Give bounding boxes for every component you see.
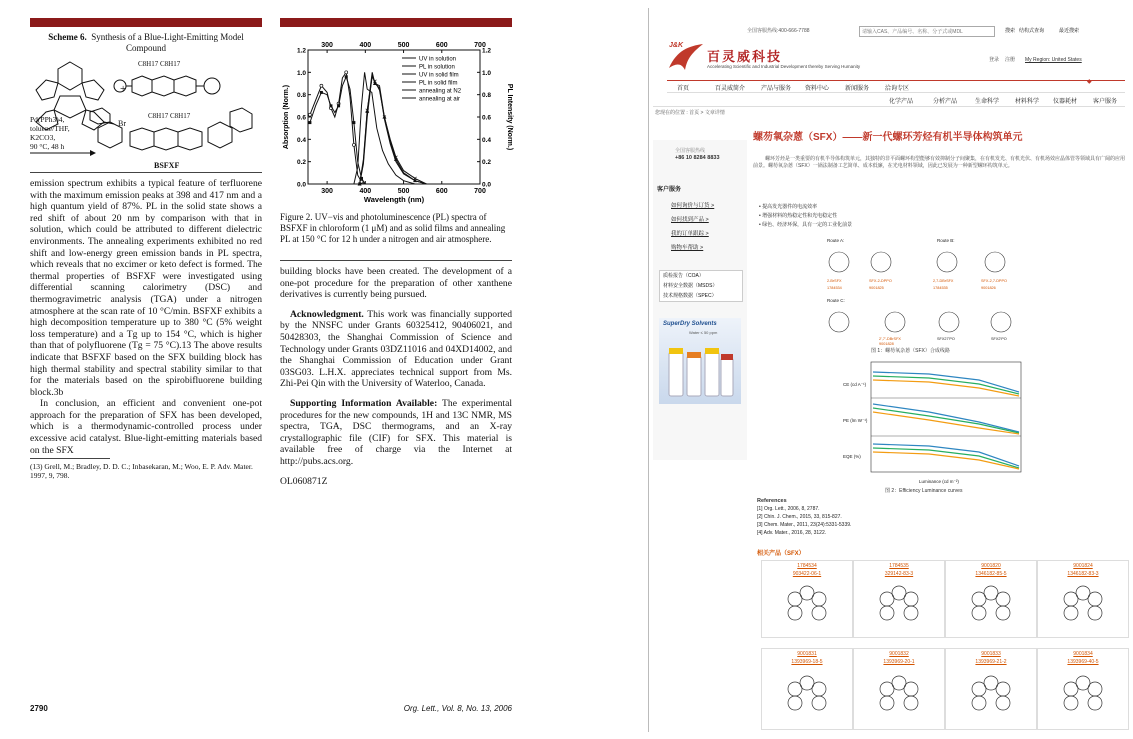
compound-sfx-2-dppo: SFX-2-DPPO xyxy=(869,279,892,283)
reference-1[interactable]: [1] Org. Lett., 2006, 8, 2787. xyxy=(757,506,820,512)
catalog-9001825: 9001825 xyxy=(869,286,884,290)
product-card-row2-1[interactable] xyxy=(853,648,945,730)
product-id-row1-1[interactable]: 1784535 xyxy=(889,563,909,569)
product-card-row1-1[interactable] xyxy=(853,560,945,638)
x-tick-label-bottom-1: 400 xyxy=(359,188,372,195)
sidebar-link-find[interactable]: 如何找到产品 > xyxy=(671,217,709,223)
efficiency-luminance-graph xyxy=(839,358,1029,486)
jk-logo[interactable] xyxy=(667,42,705,72)
series-0-point-0 xyxy=(308,113,311,116)
x-tick-label-bottom-3: 600 xyxy=(435,188,448,195)
product-card-row1-2[interactable] xyxy=(945,560,1037,638)
product-cas-row1-2[interactable]: 1346182-85-5 xyxy=(975,571,1007,577)
bullet-3-text: 绿色、经济环保，具有一定的工业化前景 xyxy=(762,222,853,228)
y-tick-label-left-2: 0.4 xyxy=(296,136,306,144)
product-id-row2-3[interactable]: 9001834 xyxy=(1073,651,1093,657)
x-tick-label-top-4: 700 xyxy=(474,42,486,49)
series-2-point-10 xyxy=(352,121,355,124)
bullet-3: • 绿色、经济环保，具有一定的工业化前景 xyxy=(759,222,853,228)
product-cas-row2-2[interactable]: 1393969-21-2 xyxy=(975,659,1007,665)
legend-label-2: UV in solid film xyxy=(419,72,459,79)
ack-text: This work was financially supported by the NNSFC under Grants 60325412, 90406021, and 50428303, the Shanghai Commission of Science and Technology under Grants 03DZ11016 and 04XD14002, and the Shanghai Commission of Education under Grant 03SG03. L.H.X. appreciates technical support from Ms. Zhi-Pei Qin with the University of Waterloo, Canada. xyxy=(280,308,512,390)
compound-sfx-2-7-dppo: SFX-2,7-DPPO xyxy=(981,279,1007,283)
nav-divider-top xyxy=(667,80,1125,81)
page-number: 2790 xyxy=(30,704,48,713)
breadcrumb-divider xyxy=(653,106,1125,107)
search-link[interactable]: 搜索 xyxy=(1005,28,1016,34)
nav-home[interactable]: 首页 xyxy=(677,86,690,92)
ack-title: Acknowledgment. xyxy=(290,308,364,320)
references-title: References xyxy=(757,498,787,504)
subnav-service[interactable]: 客户服务 xyxy=(1093,99,1118,105)
y-tick-label-left-5: 1.0 xyxy=(296,69,306,77)
x-axis-label: Wavelength (nm) xyxy=(363,195,425,204)
scheme-caption: 图 1：螺芴氧杂蒽（SFX）合成线路 xyxy=(871,348,950,354)
subnav-analytical[interactable]: 分析产品 xyxy=(933,99,958,105)
legend-label-3: PL in solid film xyxy=(419,80,458,87)
y-tick-label-right-6: 1.2 xyxy=(482,47,492,55)
legend-label-0: UV in solution xyxy=(419,56,457,63)
product-structure-row2-2 xyxy=(961,677,1021,713)
footnote-rule xyxy=(30,458,110,459)
bullet-1-text: 提高发光器件的电流效率 xyxy=(762,204,818,210)
product-id-row2-2[interactable]: 9001833 xyxy=(981,651,1001,657)
product-card-row1-3[interactable] xyxy=(1037,560,1129,638)
region-flag-icon[interactable]: ◆ xyxy=(1087,79,1092,85)
product-structure-row1-3 xyxy=(1053,587,1113,623)
route-c-label: Route C: xyxy=(827,298,845,303)
bromo-label: Br xyxy=(118,119,126,128)
sidebar-link-quote[interactable]: 如何询价与订货 > xyxy=(671,203,715,209)
product-structure-row2-0 xyxy=(777,677,837,713)
breadcrumb: 您现在的位置 : 首页 > 文章详情 xyxy=(655,110,725,116)
si-title: Supporting Information Available: xyxy=(290,397,438,409)
y-tick-label-right-4: 0.8 xyxy=(482,92,492,100)
product-cas-row2-1[interactable]: 1393969-20-1 xyxy=(883,659,915,665)
legend-label-5: annealing at air xyxy=(419,96,461,103)
y-tick-label-right-2: 0.4 xyxy=(482,136,492,144)
reference-3[interactable]: [3] Chem. Mater., 2011, 23(24):5331-5339. xyxy=(757,522,852,528)
x-tick-label-bottom-2: 500 xyxy=(397,188,410,195)
body-paragraph-2: In conclusion, an efficient and convenient one-pot approach for the preparation of SFX has been developed, which is a thermodynamic-controlled process under excessive acid catalyst. Blue-light-emitting materials based on the SFX xyxy=(30,398,262,456)
condition-2: toluene/THF, xyxy=(30,124,70,133)
reference-2[interactable]: [2] Chin. J. Chem., 2015, 33, 815-827. xyxy=(757,514,842,520)
web-page xyxy=(648,8,1133,732)
product-card-row2-3[interactable] xyxy=(1037,648,1129,730)
sidebar-hotline-label: 全国客服热线 xyxy=(675,148,706,154)
nav-resources[interactable]: 资料中心 xyxy=(805,86,830,92)
series-line-5 xyxy=(360,77,427,184)
product-structure-row1-2 xyxy=(961,587,1021,623)
condition-3: K2CO3, xyxy=(30,133,56,142)
body-column-1 xyxy=(30,178,262,456)
nav-divider-bottom xyxy=(667,92,1125,93)
y-tick-label-left-3: 0.6 xyxy=(296,114,306,122)
catalog-9001828: 9001828 xyxy=(879,342,894,346)
doc-link-coa[interactable]: 质检报告（COA） xyxy=(663,273,704,279)
eqe-axis-label: EQE (%) xyxy=(843,454,861,459)
product-structure-row2-3 xyxy=(1053,677,1113,713)
bullet-1: • 提高发光器件的电流效率 xyxy=(759,204,818,210)
nav-products[interactable]: 产品与服务 xyxy=(761,86,792,92)
compound-sfx27po: SFX27'PO xyxy=(937,337,955,341)
product-structure-row1-1 xyxy=(869,587,929,623)
y-tick-label-left-6: 1.2 xyxy=(296,47,306,55)
series-2-point-8 xyxy=(345,75,348,78)
body-column-2 xyxy=(280,266,512,487)
product-cas-row1-1[interactable]: 329142-83-3 xyxy=(884,571,914,577)
series-0-point-8 xyxy=(345,71,348,74)
compound-sfx2po: SFX2'PO xyxy=(991,337,1007,341)
top-hotline: 全国客服热线:400-666-7788 xyxy=(747,28,810,34)
doc-id: OL060871Z xyxy=(280,475,328,487)
nav-inquiry[interactable]: 洽询专区 xyxy=(885,86,910,92)
doc-link-spec[interactable]: 技术规格数据（SPEC） xyxy=(663,293,717,299)
solvent-bottles-icon xyxy=(663,338,737,400)
product-structure-row2-1 xyxy=(869,677,929,713)
figure-divider xyxy=(280,260,512,261)
ce-axis-label: CE (cd A⁻¹) xyxy=(843,382,867,387)
y-tick-label-left-1: 0.2 xyxy=(296,159,306,167)
y-tick-label-left-0: 0.0 xyxy=(296,181,306,189)
luminance-axis-label: Luminance (cd m⁻²) xyxy=(919,479,959,484)
uv-pl-chart xyxy=(280,36,512,208)
product-cas-row2-3[interactable]: 1393969-40-5 xyxy=(1067,659,1099,665)
scheme-label: Scheme 6. xyxy=(48,32,87,42)
catalog-1784534: 1784534 xyxy=(827,286,842,290)
compound-2p7p-dbrsfx: 2',7'-DBrSFX xyxy=(879,337,901,341)
graph-caption: 图 2：Efficiency Luminance curves xyxy=(885,488,963,494)
reaction-scheme xyxy=(30,52,262,172)
acknowledgment xyxy=(280,309,512,390)
sidebar-hotline: +86 10 8284 8833 xyxy=(675,155,720,161)
scheme-title-text: Synthesis of a Blue-Light-Emitting Model Compound xyxy=(91,32,244,53)
x-tick-label-bottom-0: 300 xyxy=(321,188,333,195)
series-2-point-2 xyxy=(320,91,323,94)
sidebar-title: 客户服务 xyxy=(657,187,682,193)
figure-header-bar xyxy=(280,18,512,27)
subnav-materials[interactable]: 材料科学 xyxy=(1015,99,1040,105)
ad-title: SuperDry Solvents xyxy=(663,321,717,327)
nav-news[interactable]: 新闻服务 xyxy=(845,86,870,92)
y-tick-label-right-0: 0.0 xyxy=(482,181,492,189)
product-structure-row1-0 xyxy=(777,587,837,623)
subnav-life-science[interactable]: 生命科学 xyxy=(975,99,1000,105)
x-tick-label-top-2: 500 xyxy=(397,42,410,49)
scheme-divider xyxy=(30,172,262,173)
octyl-label: C8H17 C8H17 xyxy=(138,60,181,68)
series-2-point-6 xyxy=(337,104,340,107)
route-a-label: Route A: xyxy=(827,238,845,243)
y-axis-label: Absorption (Norm.) xyxy=(283,84,290,150)
region-link[interactable]: My Region: United States xyxy=(1025,57,1082,63)
x-tick-label-top-0: 300 xyxy=(321,42,333,49)
product-cas-row1-3[interactable]: 1346182-83-3 xyxy=(1067,571,1099,577)
y-tick-label-right-1: 0.2 xyxy=(482,159,492,167)
product-id-row1-3[interactable]: 9001824 xyxy=(1073,563,1093,569)
product-id-row2-0[interactable]: 9001831 xyxy=(797,651,817,657)
pe-axis-label: PE (lm W⁻¹) xyxy=(843,418,868,423)
route-b-label: Route B: xyxy=(937,238,955,243)
recent-search-link[interactable]: 最近搜索 xyxy=(1059,28,1080,34)
catalog-9001826: 9001826 xyxy=(981,286,996,290)
sidebar-link-track[interactable]: 我的订单跟踪 > xyxy=(671,231,709,237)
x-tick-label-bottom-4: 700 xyxy=(474,188,486,195)
logo-text: J&K xyxy=(669,42,684,49)
product-id-row1-0[interactable]: 1784534 xyxy=(797,563,817,569)
y-tick-label-left-4: 0.8 xyxy=(296,92,306,100)
nav-about[interactable]: 百灵威简介 xyxy=(715,86,746,92)
y-tick-label-right-5: 1.0 xyxy=(482,69,492,77)
product-card-row2-2[interactable] xyxy=(945,648,1037,730)
product-cas-row2-0[interactable]: 1393969-18-5 xyxy=(791,659,823,665)
compound-2-brsfx: 2-BrSFX xyxy=(827,279,842,283)
si-text: The experimental procedures for the new compounds, 1H and 13C NMR, MS spectra, TGA, DSC thermograms, and an X-ray crystallographic file (CIF) for SFX. This material is available free of charge via the Internet at http://pubs.acs.org. xyxy=(280,397,512,467)
scheme-header-bar xyxy=(30,18,262,27)
ad-subtitle: Water ≤ 50 ppm xyxy=(689,330,718,335)
condition-1: Pd(PPh3)4, xyxy=(30,115,65,124)
legend-label-1: PL in solution xyxy=(419,64,455,71)
figure-2-caption: Figure 2. UV−vis and photoluminescence (PL) spectra of BSFXF in chloroform (1 μM) and as solid films and annealing PL at 150 °C for 12 h under a nitrogen and air atmosphere. xyxy=(280,212,506,244)
journal-reference: Org. Lett., Vol. 8, No. 13, 2006 xyxy=(403,704,512,713)
product-label: BSFXF xyxy=(154,161,180,170)
product-card-row1-0[interactable] xyxy=(761,560,853,638)
scheme-title xyxy=(30,32,262,54)
register-link[interactable]: 注册 xyxy=(1005,57,1016,63)
footnote-13: (13) Grell, M.; Bradley, D. D. C.; Inbasekaran, M.; Woo, E. P. Adv. Mater. 1997, 9, 798. xyxy=(30,462,253,480)
structure-search-link[interactable]: 结构式查询 xyxy=(1019,28,1045,34)
product-cas-row1-0[interactable]: 903422-06-1 xyxy=(792,571,822,577)
body-col2-paragraph: building blocks have been created. The development of a one-pot procedure for the preparation of other xanthene derivatives is currently being pursued. xyxy=(280,266,512,301)
supporting-information xyxy=(280,398,512,468)
y-tick-label-right-3: 0.6 xyxy=(482,114,492,122)
bullet-2: • 增强材料的热稳定性和光电稳定性 xyxy=(759,213,838,219)
body-paragraph-1: emission spectrum exhibits a typical feature of terfluorene with the maximum emission peaks at 398 and 417 nm and a high quantum yield of 87%. PL in the solid state shows a red shift of about 20 nm by comparison with that in solution, which could be attributed to different dielectric environments. The annealing experiments exhibited no red shift and low-energy green emission bands in PL spectra, which reveals that no excimer or keto defect is formed. The thermal properties of BSFXF were investigated using differential scanning calorimetry (DSC) and thermogravimetric analysis (TGA) under a nitrogen atmosphere at the scan rate of 10 °C/min. BSFXF exhibits a high decomposition temperature up to 380 °C (5% weight loss temperature) and a Tg up to 154 °C, which is higher than that of polyfluorene (Tg = 75 °C).13 The above results indicate that BSFXF based on the SFX building block has high thermal stability and spectral stability similar to that for the materials based on the spirobifluorene building block.3b xyxy=(30,178,262,398)
doc-link-msds[interactable]: 材料安全数据（MSDS） xyxy=(663,283,718,289)
bullet-2-text: 增强材料的热稳定性和光电稳定性 xyxy=(762,213,838,219)
company-name: 百灵威科技 xyxy=(707,49,783,64)
legend-label-4: annealing at N2 xyxy=(419,88,462,95)
article-intro: 螺环芳烃是一类重要的有机半导体构筑单元，其独特的非平面螺环构型能够有效抑制分子间聚集，在有机发光、有机光伏、有机场效应晶体管等领域具有广阔的应用前景。螺芴氧杂蒽（SFX）一锅法制备工艺简单、成本低廉，在光电材料领域，因此已发展为一种新型螺环构筑单元。 xyxy=(753,156,1126,169)
series-2-point-0 xyxy=(308,121,311,124)
series-line-0 xyxy=(310,72,365,184)
compound-2-7-dbrsfx: 2,7-DBrSFX xyxy=(933,279,954,283)
superdry-ad[interactable] xyxy=(659,318,741,404)
synthesis-routes-scheme xyxy=(819,234,1059,346)
login-link[interactable]: 登录 xyxy=(989,57,1000,63)
sidebar-link-cart[interactable]: 购物车帮助 > xyxy=(671,245,704,251)
x-tick-label-top-1: 400 xyxy=(359,42,372,49)
series-0-point-10 xyxy=(352,143,355,146)
series-2-point-4 xyxy=(329,104,332,107)
product-id-row2-1[interactable]: 9001832 xyxy=(889,651,909,657)
condition-4: 90 °C, 48 h xyxy=(30,142,65,151)
reference-4[interactable]: [4] Adv. Mater., 2016, 28, 3122. xyxy=(757,530,827,536)
series-line-3 xyxy=(360,72,427,184)
product-id-row1-2[interactable]: 9001820 xyxy=(981,563,1001,569)
product-card-row2-0[interactable] xyxy=(761,648,853,730)
article-title: 螺芴氧杂蒽（SFX）——新一代螺环芳烃有机半导体构筑单元 xyxy=(753,132,1023,143)
arrow-head xyxy=(90,150,96,156)
diboronate-molecule xyxy=(114,76,220,96)
products-title: 相关产品（SFX） xyxy=(757,551,805,557)
subnav-instruments[interactable]: 仪器耗材 xyxy=(1053,99,1078,105)
y-axis-label-right: PL Intensity (Norm.) xyxy=(506,83,513,151)
journal-page xyxy=(0,0,520,739)
company-slogan: Accelerating Scientific and Industrial Development thereby Serving Humanity xyxy=(707,64,861,69)
search-input[interactable] xyxy=(859,26,995,37)
product-octyl-label: C8H17 C8H17 xyxy=(148,112,191,120)
x-tick-label-top-3: 600 xyxy=(435,42,448,49)
catalog-1784535: 1784535 xyxy=(933,286,948,290)
plus-sign: + xyxy=(120,83,127,95)
series-0-point-2 xyxy=(320,84,323,87)
product-grid xyxy=(761,560,1129,730)
subnav-chemicals[interactable]: 化学产品 xyxy=(889,99,914,105)
